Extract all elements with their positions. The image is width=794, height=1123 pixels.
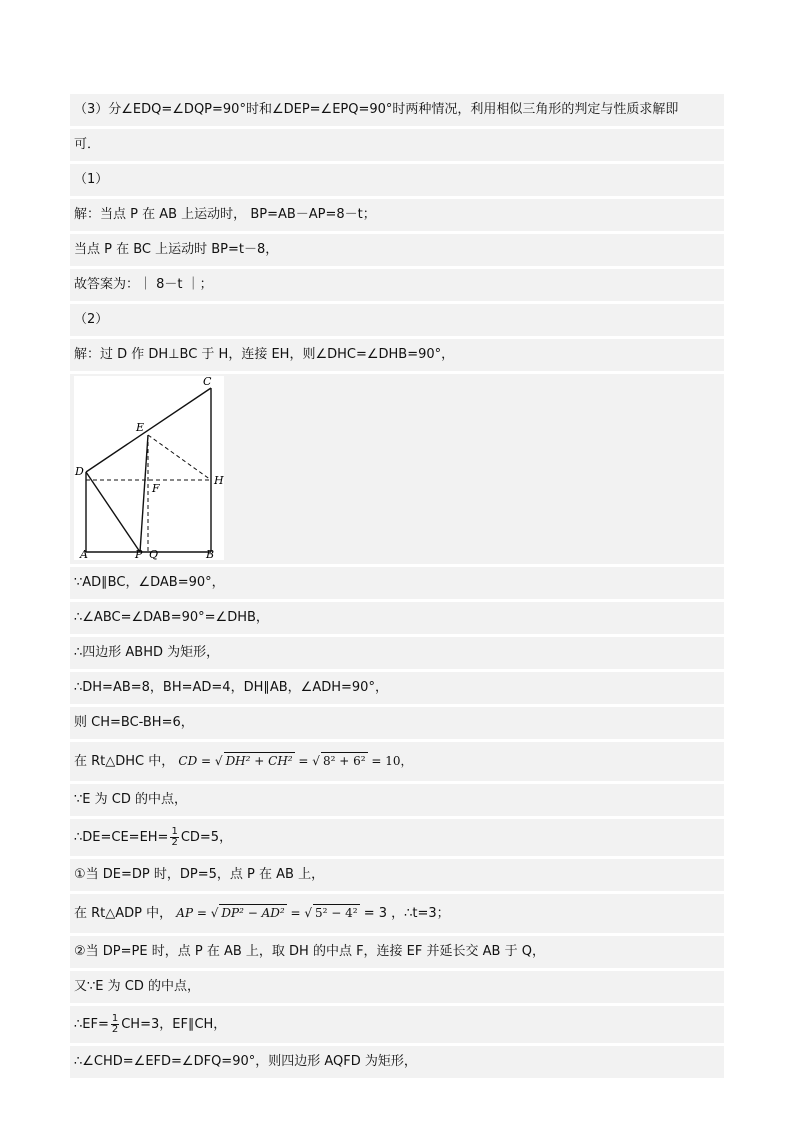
line-text: 可． (74, 137, 101, 152)
text-line-fraction (70, 1006, 724, 1043)
line-text: ②当 DP=PE 时，点 P 在 AB 上，取 DH 的中点 F，连接 EF 并延长交 AB 于 Q， (74, 944, 545, 959)
text-line (70, 339, 724, 371)
text-line (70, 199, 724, 231)
label-e: E (136, 421, 145, 434)
label-c: C (203, 376, 212, 388)
line-text: ∵E 为 CD 的中点， (74, 792, 187, 807)
line-text: 故答案为：｜ 8－t ｜； (74, 277, 213, 292)
line-text: 当点 P 在 BC 上运动时 BP=t－8， (74, 242, 279, 257)
formula-result: = 10， (367, 754, 413, 768)
line-text: ∴DH=AB=8，BH=AD=4，DH∥AB，∠ADH=90°， (74, 680, 388, 695)
line-text: ∴EF= (74, 1017, 109, 1032)
radicand: 8² + 6² (322, 754, 366, 768)
line-text: （2） (74, 312, 109, 327)
line-text: 在 Rt△DHC 中， (74, 754, 175, 769)
text-line (70, 971, 724, 1003)
equals: = (294, 754, 313, 768)
label-d: D (75, 465, 84, 478)
text-line-fraction (70, 819, 724, 856)
text-line (70, 304, 724, 336)
line-text: ∴∠CHD=∠EFD=∠DFQ=90°，则四边形 AQFD 为矩形， (74, 1054, 417, 1069)
text-line (70, 94, 724, 126)
formula-result: = 3 ，∴t=3； (359, 906, 450, 921)
line-text: 解：过 D 作 DH⊥BC 于 H，连接 EH，则∠DHC=∠DHB=90°， (74, 347, 455, 362)
text-line (70, 637, 724, 669)
line-text: CD=5， (180, 830, 233, 845)
text-line (70, 567, 724, 599)
text-line (70, 602, 724, 634)
formula-lhs: CD = (178, 754, 215, 768)
numerator: 1 (171, 826, 178, 837)
line-text: ∴DE=CE=EH= (74, 830, 169, 845)
label-p: P (135, 548, 143, 560)
text-line (70, 269, 724, 301)
radicand: 5² − 4² (315, 906, 358, 920)
line-text: 在 Rt△ADP 中， (74, 906, 173, 921)
line-text: CH=3，EF∥CH， (121, 1017, 227, 1032)
line-text: （3）分∠EDQ=∠DQP=90°时和∠DEP=∠EPQ=90°时两种情况，利用相似三角形的判定与性质求解即 (74, 102, 679, 117)
geometry-figure (74, 376, 224, 560)
figure-background (74, 376, 224, 560)
text-line (70, 859, 724, 891)
label-a: A (80, 548, 88, 560)
text-line (70, 129, 724, 161)
radicand: DH² + CH² (225, 754, 293, 768)
fraction (111, 1014, 119, 1035)
line-text: 解：当点 P 在 AB 上运动时， BP=AB－AP=8－t； (74, 207, 376, 222)
line-text: ①当 DE=DP 时，DP=5，点 P 在 AB 上， (74, 867, 325, 882)
formula-lhs: AP = (176, 906, 211, 920)
text-line-formula-cd (70, 742, 724, 781)
line-text: ∴四边形 ABHD 为矩形， (74, 645, 220, 660)
text-line (70, 936, 724, 968)
denominator: 2 (171, 837, 178, 848)
text-line-formula-ap (70, 894, 724, 933)
label-h: H (214, 474, 224, 487)
line-text: ∵AD∥BC，∠DAB=90°， (74, 575, 225, 590)
sqrt-sign-icon: √ (210, 906, 219, 920)
sqrt-sign-icon: √ (312, 754, 320, 768)
label-f: F (152, 482, 160, 495)
text-line (70, 784, 724, 816)
label-q: Q (149, 548, 159, 560)
text-line (70, 707, 724, 739)
denominator: 2 (111, 1024, 119, 1035)
sqrt-sign-icon: √ (214, 754, 223, 768)
line-text: ∴∠ABC=∠DAB=90°=∠DHB， (74, 610, 269, 625)
line-text: （1） (74, 172, 109, 187)
radicand: DP² − AD² (221, 906, 285, 920)
text-line (70, 1046, 724, 1078)
line-text: 又∵E 为 CD 的中点， (74, 979, 200, 994)
fraction (170, 827, 178, 848)
text-line (70, 164, 724, 196)
sqrt-sign-icon: √ (304, 906, 313, 920)
label-b: B (206, 548, 215, 560)
equals: = (286, 906, 305, 920)
line-text: 则 CH=BC-BH=6， (74, 715, 194, 730)
text-line (70, 234, 724, 266)
solution-text (70, 94, 724, 1081)
text-line (70, 672, 724, 704)
geometry-figure-row (70, 374, 724, 564)
numerator: 1 (111, 1013, 119, 1024)
